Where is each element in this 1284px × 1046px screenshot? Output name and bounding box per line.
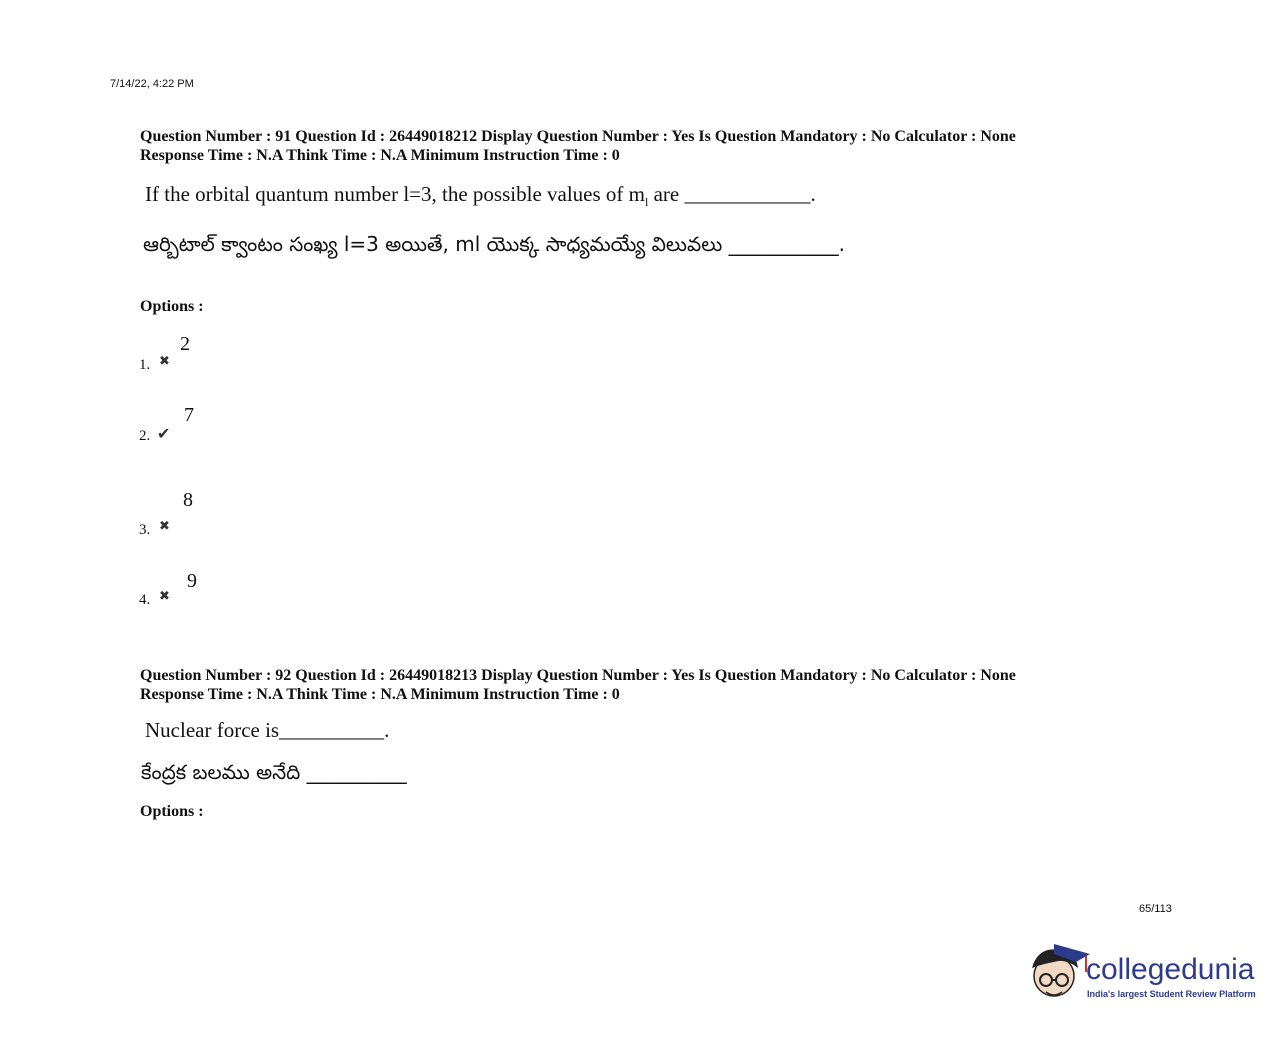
check-icon: ✔ [157,424,171,443]
cross-icon: ✖ [159,589,170,604]
question-text-telugu: ఆర్బిటాల్ క్వాంటం సంఖ్య l=3 అయితే, ml యొక్క సాధ్యమయ్యే విలువలు ___________. [143,232,846,256]
option-value: 9 [187,570,197,592]
question-meta-line1: Question Number : 92 Question Id : 26449018213 Display Question Number : Yes Is Question Mandatory : No Calculator : None [140,667,1016,684]
question-text-main: If the orbital quantum number l=3, the possible values of m [145,182,645,206]
logo-mascot-icon [1024,940,1094,1008]
option-number: 3. [139,522,151,538]
question-text-tail: are ____________. [648,182,816,206]
option-value: 2 [180,333,190,355]
cross-icon: ✖ [159,519,170,534]
question-text-english: Nuclear force is__________. [145,718,390,742]
question-text-subscript: l [645,195,649,210]
question-text-english [145,182,816,210]
options-label: Options : [140,298,204,315]
option-number: 2. [139,428,151,444]
question-meta-line2: Response Time : N.A Think Time : N.A Minimum Instruction Time : 0 [140,686,620,703]
options-label: Options : [140,803,204,820]
question-meta-line2: Response Time : N.A Think Time : N.A Minimum Instruction Time : 0 [140,147,620,164]
print-timestamp: 7/14/22, 4:22 PM [110,78,194,90]
option-value: 7 [184,404,194,426]
logo-wordmark: collegedunia [1086,953,1255,986]
option-number: 4. [139,592,151,608]
cross-icon: ✖ [159,354,170,369]
option-value: 8 [183,489,193,511]
page-number: 65/113 [1139,903,1172,915]
logo-tagline: India's largest Student Review Platform [1087,989,1256,999]
question-text-telugu: కేంద్రక బలము అనేది __________ [141,760,407,784]
question-meta-line1: Question Number : 91 Question Id : 26449018212 Display Question Number : Yes Is Question Mandatory : No Calculator : None [140,128,1016,145]
option-number: 1. [139,357,151,373]
